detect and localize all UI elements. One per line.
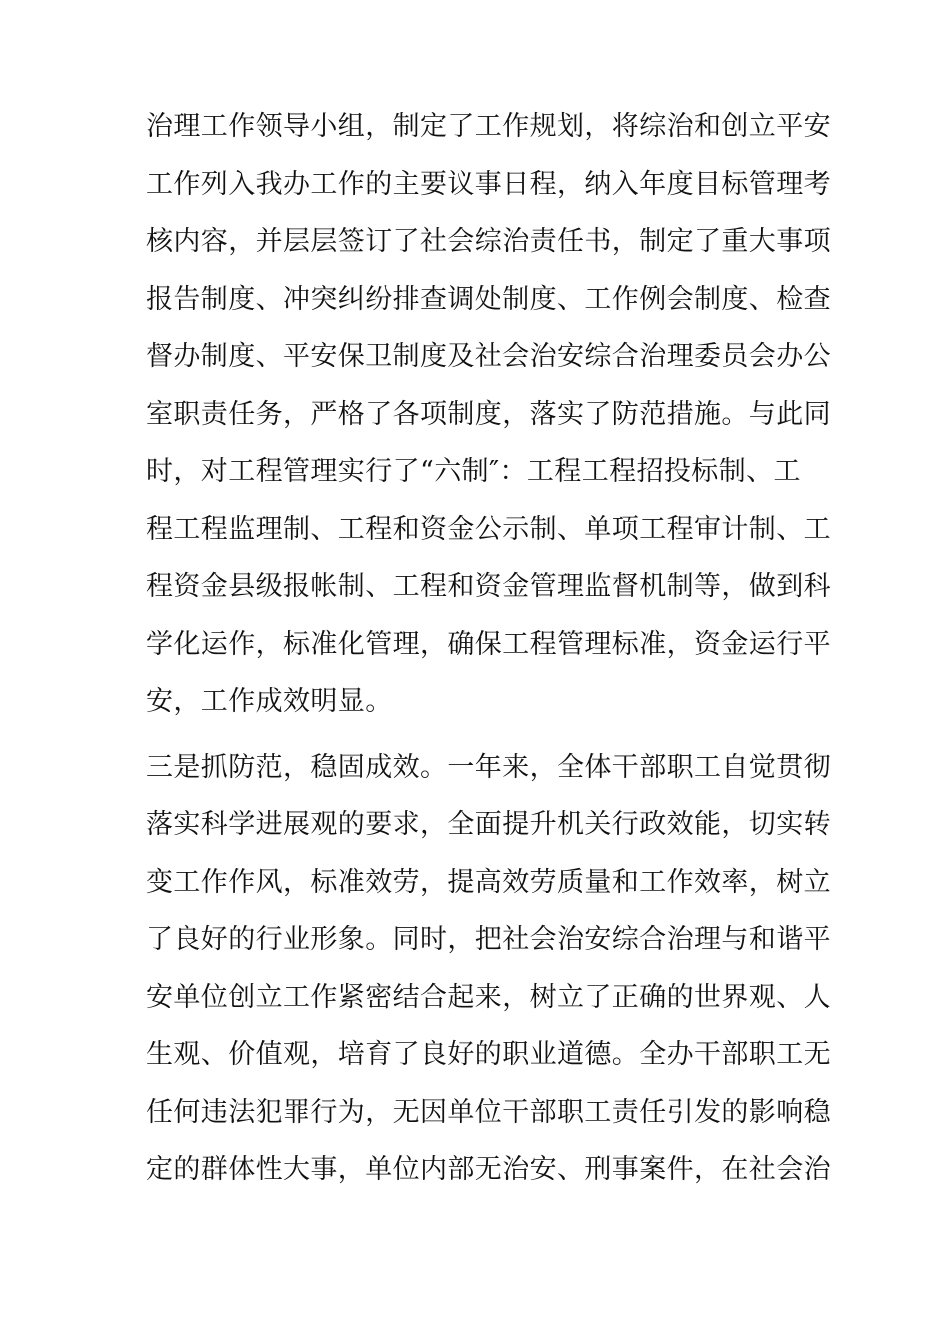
text-line: 督办制度、平安保卫制度及社会治安综合治理委员会办公 [146,341,831,372]
text-line: 核内容，并层层签订了社会综治责任书，制定了重大事项 [146,226,831,257]
text-line: 工作列入我办工作的主要议事日程，纳入年度目标管理考 [146,168,831,200]
text-line: 安单位创立工作紧密结合起来，树立了正确的世界观、人 [146,981,831,1013]
text-line: 落实科学进展观的要求，全面提升机关行政效能，切实转 [146,809,831,840]
text-line: 程资金县级报帐制、工程和资金管理监督机制等，做到科 [146,571,831,602]
text-line: 生观、价值观，培育了良好的职业道德。全办干部职工无 [146,1039,831,1070]
text-line: 报告制度、冲突纠纷排查调处制度、工作例会制度、检查 [146,283,831,315]
text-line: 学化运作，标准化管理，确保工程管理标准，资金运行平 [146,628,831,660]
document-body [146,98,831,1199]
text-line: 程工程监理制、工程和资金公示制、单项工程审计制、工 [146,513,831,545]
text-line: 时，对工程管理实行了“六制″：工程工程招投标制、工 [146,456,801,487]
text-line: 治理工作领导小组，制定了工作规划，将综治和创立平安 [146,111,831,142]
text-line: 定的群体性大事，单位内部无治安、刑事案件，在社会治 [146,1154,831,1185]
text-line: 任何违法犯罪行为，无因单位干部职工责任引发的影响稳 [146,1096,831,1128]
text-line: 三是抓防范，稳固成效。一年来，全体干部职工自觉贯彻 [146,751,831,783]
paragraph-spacer [146,731,808,739]
paragraph-2 [146,739,831,1199]
text-line: 安，工作成效明显。 [146,686,393,717]
text-line: 变工作作风，标准效劳，提高效劳质量和工作效率，树立 [146,866,831,898]
paragraph-1 [146,98,831,731]
text-line: 室职责任务，严格了各项制度，落实了防范措施。与此同 [146,398,831,430]
text-line: 了良好的行业形象。同时，把社会治安综合治理与和谐平 [146,924,831,955]
